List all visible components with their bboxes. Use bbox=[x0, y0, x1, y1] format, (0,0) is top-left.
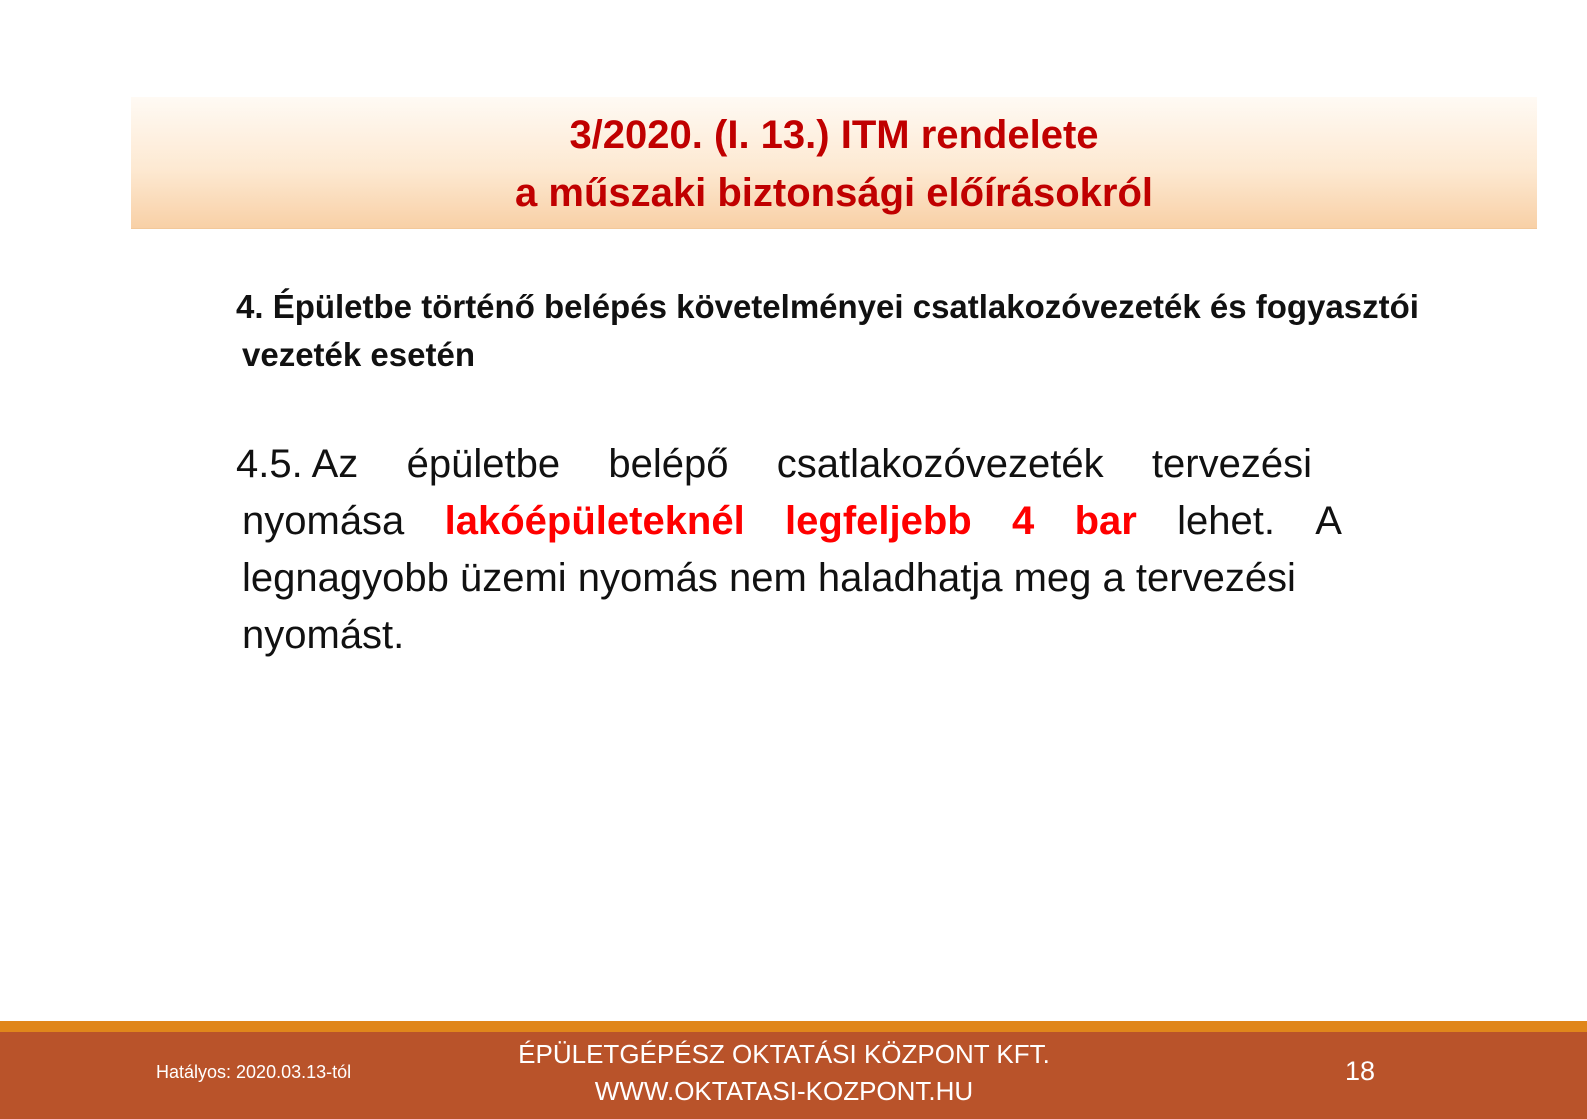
title-banner bbox=[131, 97, 1537, 229]
company-name: ÉPÜLETGÉPÉSZ OKTATÁSI KÖZPONT KFT. bbox=[518, 1039, 1050, 1069]
word: belépő bbox=[608, 442, 729, 486]
section-heading-line2: vezeték esetén bbox=[242, 336, 475, 373]
word: nyomása bbox=[242, 499, 405, 543]
word: A bbox=[1315, 499, 1342, 543]
paragraph-line: nyomást. bbox=[242, 613, 405, 657]
footer-company-info bbox=[434, 1036, 1134, 1110]
slide-title: 3/2020. (I. 13.) ITM rendelete bbox=[569, 113, 1099, 157]
word: 4.5. Az bbox=[236, 442, 359, 486]
highlight-maximum: legfeljebb bbox=[785, 499, 972, 543]
paragraph-row-4 bbox=[236, 607, 1386, 664]
page-number: 18 bbox=[1344, 1056, 1376, 1086]
paragraph-row-2 bbox=[236, 493, 1342, 550]
effective-date: Hatályos: 2020.03.13-tól bbox=[156, 1062, 352, 1082]
word: tervezési bbox=[1151, 442, 1312, 486]
word: csatlakozóvezeték bbox=[776, 442, 1104, 486]
paragraph-row-3 bbox=[236, 550, 1386, 607]
highlight-pressure-value: 4 bbox=[1012, 499, 1035, 543]
highlight-residential: lakóépületeknél bbox=[444, 499, 745, 543]
paragraph-line: legnagyobb üzemi nyomás nem haladhatja meg a tervezési bbox=[242, 556, 1296, 600]
highlight-pressure-unit: bar bbox=[1074, 499, 1137, 543]
word: épületbe bbox=[406, 442, 561, 486]
company-website: WWW.OKTATASI-KOZPONT.HU bbox=[594, 1076, 974, 1106]
section-heading bbox=[236, 283, 1526, 379]
slide-subtitle: a műszaki biztonsági előírásokról bbox=[515, 171, 1153, 215]
section-heading-line1: 4. Épületbe történő belépés követelményei csatlakozóvezeték és fogyasztói bbox=[236, 288, 1419, 325]
word: lehet. bbox=[1177, 499, 1275, 543]
paragraph-row-1 bbox=[236, 436, 1312, 493]
paragraph-4-5 bbox=[236, 436, 1386, 664]
footer-accent-stripe bbox=[0, 1021, 1587, 1032]
